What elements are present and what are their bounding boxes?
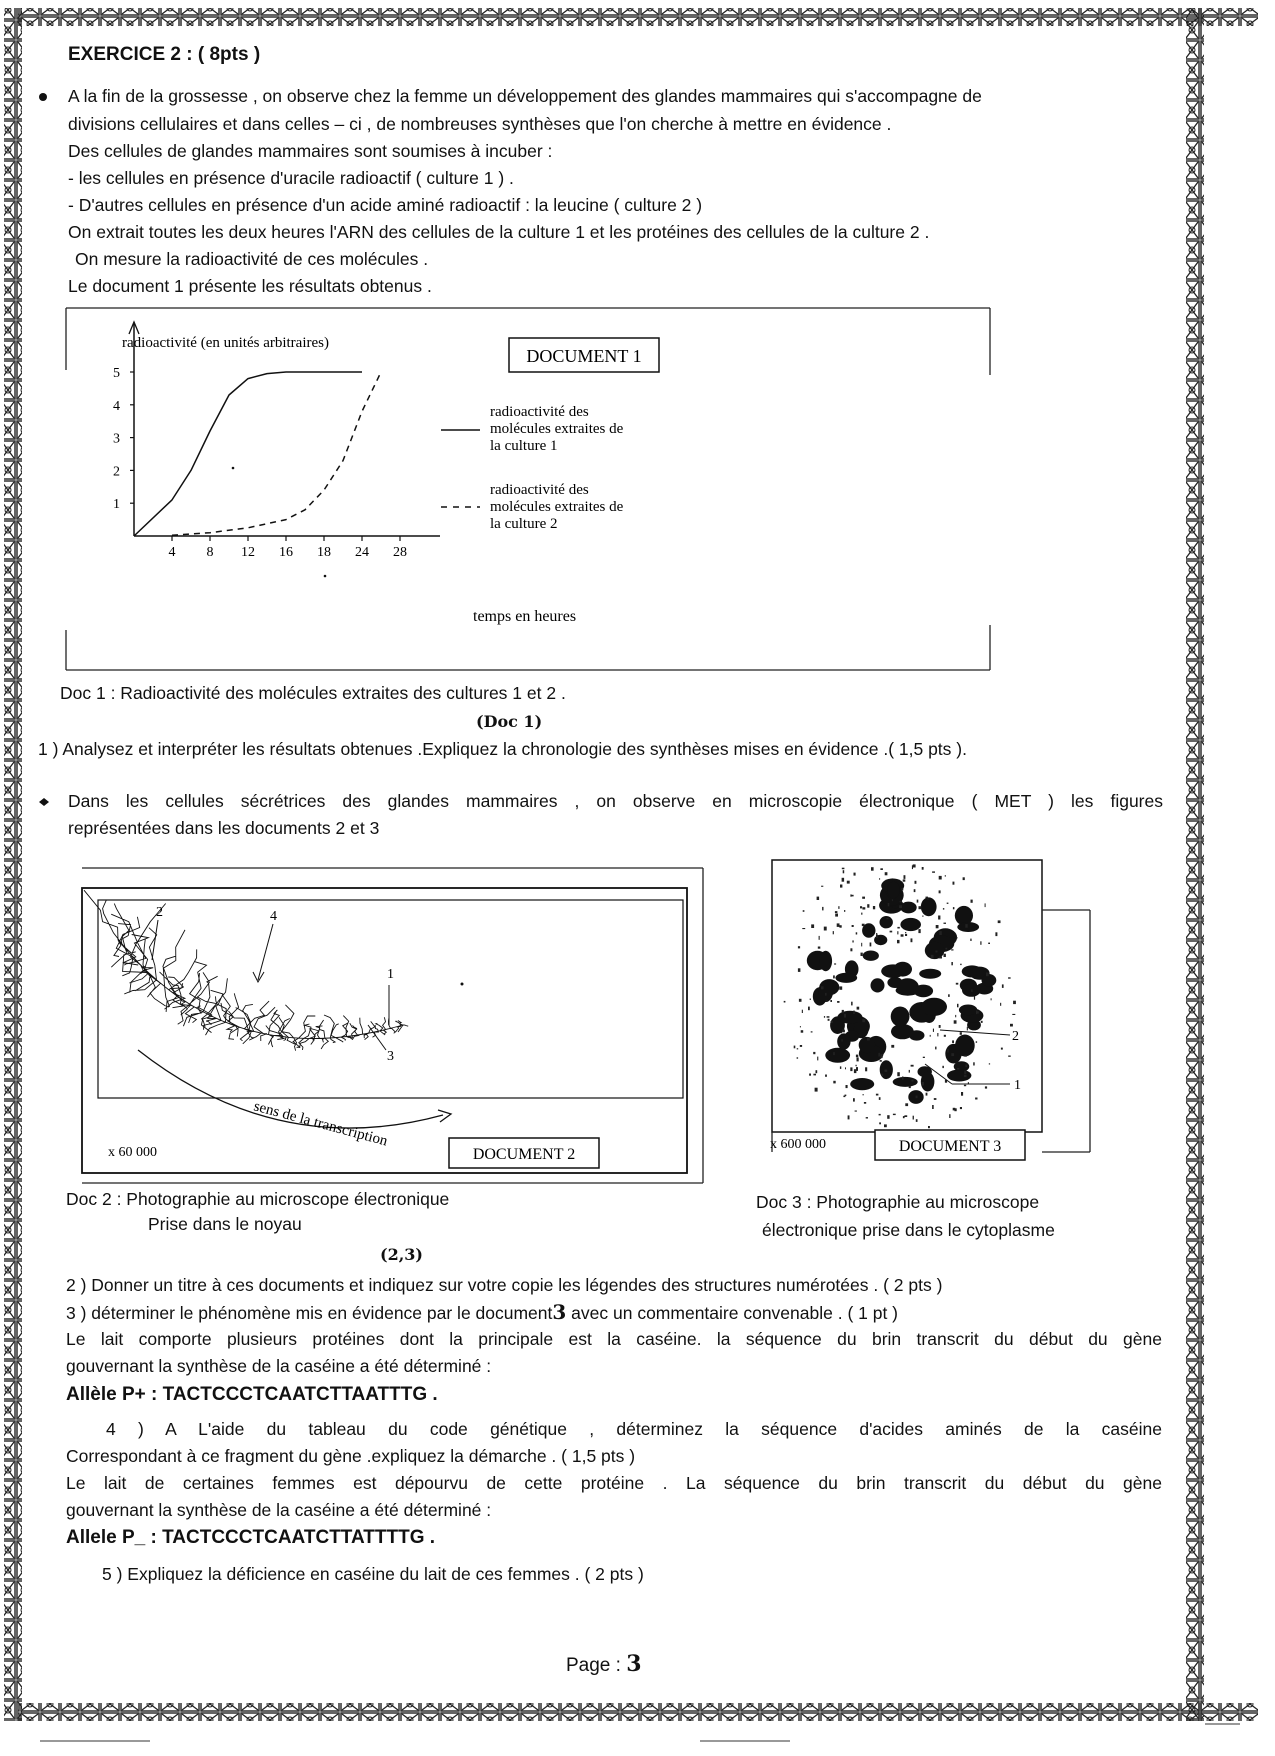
allele-minus: Allele P_ : TACTCCCTCAATCTTATTTTG . bbox=[66, 1527, 436, 1548]
question-4-line-1: 4 ) A L'aide du tableau du code génétique , déterminez la séquence d'acides aminés de la caséine bbox=[106, 1419, 1162, 1439]
intro-line-5: - D'autres cellules en présence d'un acide aminé radioactif : la leucine ( culture 2 ) bbox=[68, 195, 703, 215]
x-tick-label: 24 bbox=[355, 545, 369, 560]
intro-line-7: On mesure la radioactivité de ces molécules . bbox=[75, 249, 429, 269]
y-tick-label: 4 bbox=[113, 398, 120, 414]
bullet-icon bbox=[38, 92, 48, 102]
doc2-number-4: 4 bbox=[270, 909, 277, 924]
intro-line-8: Le document 1 présente les résultats obtenus . bbox=[68, 276, 432, 296]
y-tick-label: 5 bbox=[113, 366, 120, 381]
deficiency-line-2: gouvernant la synthèse de la caséine a été déterminé : bbox=[66, 1500, 492, 1520]
y-tick-label: 2 bbox=[113, 464, 120, 480]
y-tick-label: 3 bbox=[113, 431, 120, 447]
intro-line-3: Des cellules de glandes mammaires sont soumises à incuber : bbox=[68, 141, 553, 161]
document-2-figure bbox=[78, 860, 708, 1195]
legend-dashed-line3: la culture 2 bbox=[490, 516, 558, 532]
section2-line-2: représentées dans les documents 2 et 3 bbox=[68, 818, 380, 838]
doc3-magnification: x 600 000 bbox=[770, 1137, 826, 1152]
x-tick-label: 4 bbox=[168, 545, 176, 560]
x-tick-label: 18 bbox=[317, 545, 331, 560]
legend-dashed-line2: molécules extraites de bbox=[490, 499, 624, 515]
exercise-title: EXERCICE 2 : ( 8pts ) bbox=[68, 44, 261, 65]
legend-solid-line1: radioactivité des bbox=[490, 404, 589, 420]
doc3-number-2: 2 bbox=[1012, 1029, 1019, 1044]
page-footer bbox=[566, 1653, 642, 1677]
stray-dot bbox=[232, 467, 235, 470]
doc3-number-1: 1 bbox=[1014, 1078, 1021, 1093]
x-tick-label: 28 bbox=[393, 545, 407, 560]
document-1-chart bbox=[60, 300, 1000, 680]
x-tick-label: 8 bbox=[206, 545, 214, 560]
question-3-text: 3 ) déterminer le phénomène mis en évidence par le document bbox=[66, 1303, 553, 1323]
x-tick-label: 12 bbox=[241, 545, 255, 560]
document-3-figure bbox=[760, 852, 1100, 1162]
doc1-xlabel: temps en heures bbox=[473, 608, 577, 625]
y-tick-label: 1 bbox=[113, 497, 120, 513]
question-1: 1 ) Analysez et interpréter les résultats obtenues .Expliquez la chronologie des synthèses mises en évidence .( 1,5 pts ). bbox=[38, 739, 967, 759]
doc2-number-3: 3 bbox=[387, 1049, 394, 1064]
intro-line-6: On extrait toutes les deux heures l'ARN des cellules de la culture 1 et les protéines des cellules de la culture 2 . bbox=[68, 222, 930, 242]
doc1-caption: Doc 1 : Radioactivité des molécules extraites des cultures 1 et 2 . bbox=[60, 683, 566, 703]
question-3-text-end: avec un commentaire convenable . ( 1 pt ) bbox=[566, 1303, 899, 1323]
q23-handwritten-annotation: (2,3) bbox=[380, 1245, 423, 1264]
doc1-label: DOCUMENT 1 bbox=[526, 346, 642, 366]
page-label: Page : bbox=[566, 1655, 627, 1676]
doc2-caption-line-2: Prise dans le noyau bbox=[148, 1214, 302, 1234]
legend-solid-line2: molécules extraites de bbox=[490, 421, 624, 437]
doc2-number-2: 2 bbox=[156, 905, 163, 920]
doc2-magnification: x 60 000 bbox=[108, 1145, 157, 1160]
series-culture-2-line bbox=[172, 372, 381, 535]
doc1-plot-area bbox=[113, 322, 440, 577]
x-tick-label: 16 bbox=[279, 545, 293, 560]
doc3-label: DOCUMENT 3 bbox=[898, 1138, 1002, 1155]
doc3-photo-frame bbox=[772, 860, 1042, 1132]
question-5: 5 ) Expliquez la déficience en caséine du lait de ces femmes . ( 2 pts ) bbox=[102, 1564, 644, 1584]
milk-line-1: Le lait comporte plusieurs protéines dont la principale est la caséine. la séquence du brin transcrit du début du gène bbox=[66, 1329, 1162, 1349]
bullet-icon bbox=[38, 797, 50, 807]
q1-handwritten-annotation: (Doc 1) bbox=[476, 712, 543, 731]
doc2-caption-line-1: Doc 2 : Photographie au microscope électronique bbox=[66, 1189, 450, 1209]
intro-line-2: divisions cellulaires et dans celles – ci , de nombreuses synthèses que l'on cherche à mettre en évidence . bbox=[68, 114, 892, 134]
doc2-arrow-text: sens de la transcription bbox=[251, 1098, 390, 1150]
section2-line-1: Dans les cellules sécrétrices des glandes mammaires , on observe en microscopie électronique ( MET ) les figures bbox=[68, 791, 1163, 811]
question-3 bbox=[66, 1301, 898, 1324]
allele-plus: Allèle P+ : TACTCCCTCAATCTTAATTTG . bbox=[66, 1384, 438, 1405]
question-2: 2 ) Donner un titre à ces documents et indiquez sur votre copie les légendes des structures numérotées . ( 2 pts ) bbox=[66, 1275, 943, 1295]
question-4-line-2: Correspondant à ce fragment du gène .expliquez la démarche . ( 1,5 pts ) bbox=[66, 1446, 636, 1466]
doc3-caption-line-1: Doc 3 : Photographie au microscope bbox=[756, 1192, 1040, 1212]
intro-line-1: A la fin de la grossesse , on observe chez la femme un développement des glandes mammaires qui s'accompagne de bbox=[68, 86, 982, 106]
doc3-caption-line-2: électronique prise dans le cytoplasme bbox=[762, 1220, 1055, 1240]
stray-dot bbox=[324, 575, 327, 578]
legend-dashed-line1: radioactivité des bbox=[490, 482, 589, 498]
series-culture-1-line bbox=[134, 372, 362, 536]
doc2-label: DOCUMENT 2 bbox=[472, 1146, 576, 1163]
question-3-handwritten-number: 3 bbox=[552, 1300, 567, 1324]
intro-line-4: - les cellules en présence d'uracile radioactif ( culture 1 ) . bbox=[68, 168, 514, 188]
doc2-number-1: 1 bbox=[387, 967, 394, 982]
legend-solid-line3: la culture 1 bbox=[490, 438, 558, 454]
milk-line-2: gouvernant la synthèse de la caséine a été déterminé : bbox=[66, 1356, 492, 1376]
doc1-ylabel: radioactivité (en unités arbitraires) bbox=[122, 335, 329, 351]
deficiency-line-1: Le lait de certaines femmes est dépourvu de cette protéine . La séquence du brin transcrit du début du gène bbox=[66, 1473, 1162, 1493]
page-number: 3 bbox=[626, 1651, 642, 1677]
